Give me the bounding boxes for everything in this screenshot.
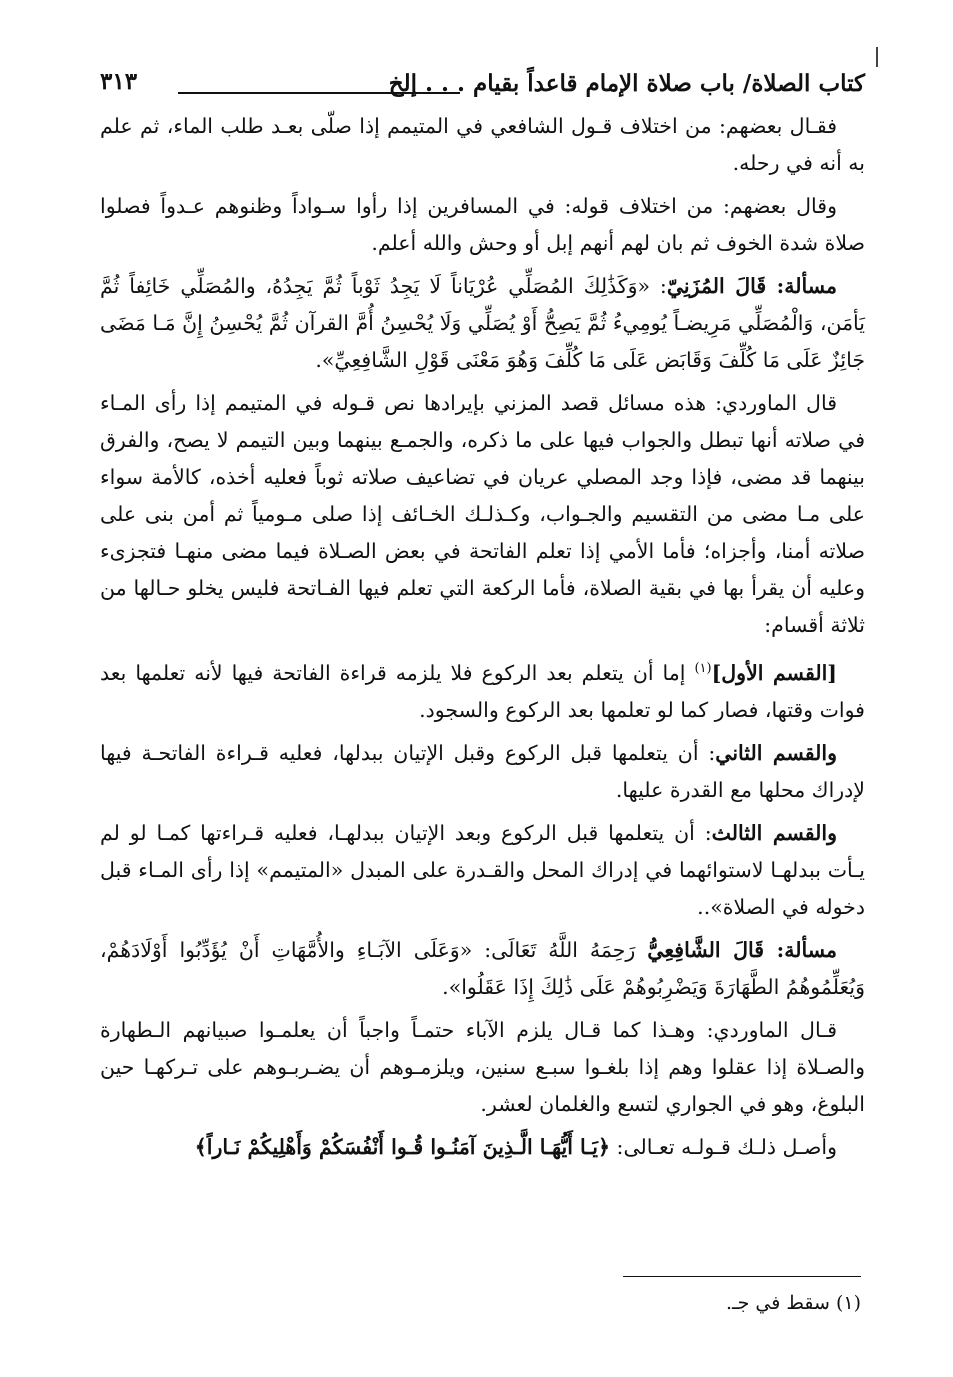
text-segment: : أن يتعلمها قبل الركوع وبعد الإتيان ببدلهـا، فعليه قـراءتها كمـا لو لم يـأت ببدلهـا لاستوائهما في إدراك المحل والقـدرة على المبدل «المتيمم» إذا رأى المـاء قبل دخوله في الصلاة».. bbox=[100, 820, 865, 919]
page-edge-mark bbox=[876, 47, 878, 67]
body-text bbox=[100, 108, 865, 1166]
bold-text-segment: قَالَ الشَّافِعِيُّ bbox=[647, 937, 765, 962]
paragraph-p4 bbox=[100, 385, 865, 644]
header-rule bbox=[178, 92, 460, 94]
footnote-rule bbox=[623, 1276, 861, 1277]
bold-text-segment: مسألة: bbox=[766, 274, 837, 298]
bold-text-segment: قَالَ المُزَنِيّ bbox=[666, 274, 767, 298]
paragraph-p6 bbox=[100, 735, 865, 809]
header-title: كتاب الصلاة/ باب صلاة الإمام قاعداً بقيام . . . إلخ bbox=[388, 70, 865, 97]
text-segment: وأصـل ذلـك قـولـه تعـالى: bbox=[610, 1134, 837, 1159]
text-segment: رَحِمَهُ اللَّهُ تَعَالَى: «وَعَلَى الآبَـاءِ والأُمَّهَاتِ أَنْ يُؤَدِّبُوا أَوْلَادَهُمْ، وَيُعَلِّمُوهُمُ الطَّهَارَةَ وَيَضْرِبُوهُمْ عَلَى ذَٰلِكَ إِذَا عَقَلُوا». bbox=[100, 937, 865, 999]
paragraph-p7 bbox=[100, 815, 865, 926]
bold-text-segment: [القسم الأول] bbox=[711, 660, 837, 685]
document-page bbox=[100, 62, 865, 1170]
text-segment: : أن يتعلمها قبل الركوع وقبل الإتيان ببدلها، فعليه قـراءة الفاتحـة فيها لإدراك محلها مع القدرة عليها. bbox=[100, 740, 865, 802]
paragraph-p3 bbox=[100, 268, 865, 379]
footnote-text: سقط في جـ. bbox=[725, 1292, 830, 1314]
text-segment: فقـال بعضهم: من اختلاف قـول الشافعي في المتيمم إذا صلّى بعـد طلب الماء، ثم علم به أنه في رحله. bbox=[100, 114, 865, 175]
paragraph-p2 bbox=[100, 188, 865, 262]
bold-text-segment: ﴿يَـا أَيُّهَـا الَّـذِينَ آمَنُـوا قُـوا أَنْفُسَكُمْ وَأَهْلِيكُمْ نَـاراً﴾ bbox=[194, 1134, 611, 1159]
paragraph-p10 bbox=[100, 1129, 865, 1166]
text-segment: إما أن يتعلم بعد الركوع فلا يلزمه قراءة الفاتحة فيها لأنه تعلمها بعد فوات وقتها، فصار كما لو تعلمها بعد الركوع والسجود. bbox=[100, 660, 865, 722]
text-segment: : «وَكَذَٰلِكَ المُصَلِّي عُرْيَاناً لَا يَجِدُ ثَوْباً ثُمَّ يَجِدُهُ، والمُصَلِّي خَائِفاً ثُمَّ يَأمَن، وَالْمُصَلِّي مَرِيضـاً يُومِيءُ ثُمَّ يَصِحُّ أَوْ يُصَلِّي وَلَا يُحْسِنُ أُمَّ القرآن ثُمَّ يُحْسِنُ إِنَّ مَـا مَضَى جَائِزٌ عَلَى مَا كُلِّفَ وَقَابَض عَلَى مَا كُلِّفَ وَهُوَ مَعْنَى قَوْلِ الشَّافِعِيِّ». bbox=[100, 274, 865, 372]
text-segment: وقال بعضهم: من اختلاف قوله: في المسافرين إذا رأوا سـواداً وظنوهم عـدواً فصلوا صلاة شدة الخوف ثم بان لهم أنهم إبل أو وحش والله أعلم. bbox=[100, 194, 865, 255]
bold-text-segment: والقسم الثاني bbox=[715, 740, 838, 765]
paragraph-p5 bbox=[100, 650, 865, 729]
running-header bbox=[100, 62, 865, 108]
page-number: ٣١٣ bbox=[100, 68, 138, 95]
bold-text-segment: والقسم الثالث bbox=[711, 820, 838, 845]
footnote-marker: (١) bbox=[835, 1292, 861, 1314]
paragraph-p1 bbox=[100, 108, 865, 182]
text-segment: قـال الماوردي: وهـذا كما قـال يلزم الآباء حتمـاً واجباً أن يعلمـوا صبيانهم الـطهارة والصـلاة إذا عقلوا وهم إذا بلغـوا سبـع سنين، ويلزمـوهم أن يضـربـوهم على تـركهـا حين البلوغ، وهو في الجواري لتسع والغلمان لعشر. bbox=[100, 1017, 865, 1116]
bold-text-segment: مسألة: bbox=[764, 937, 837, 962]
text-segment: قال الماوردي: هذه مسائل قصد المزني بإيرادها نص قـوله في المتيمم إذا رأى المـاء في صلاته أنها تبطل والجواب فيها على ما ذكره، والجمـع بينهما وبين التيمم لا يصح، والفرق بينهما قد مضى، فإذا وجد المصلي عريان في تضاعيف صلاته ثوباً فعليه أخذه، كالأمة سواء على مـا مضى من التقسيم والجـواب، وكـذلـك الخـائف إذا صلى مـومياً ثم أمن بنى على صلاته أمنا، وأجزاه؛ فأما الأمي إذا تعلم الفاتحة في بعض الصـلاة فيما مضى منهـا فتجزىء وعليه أن يقرأ بها في بقية الصلاة، فأما الركعة التي تعلم فيها الفـاتحة فليس يخلو حـالها من ثلاثة أقسام: bbox=[100, 391, 865, 637]
paragraph-p9 bbox=[100, 1012, 865, 1123]
footnote-reference: (١) bbox=[694, 661, 712, 676]
paragraph-p8 bbox=[100, 932, 865, 1006]
footnote bbox=[726, 1292, 861, 1314]
